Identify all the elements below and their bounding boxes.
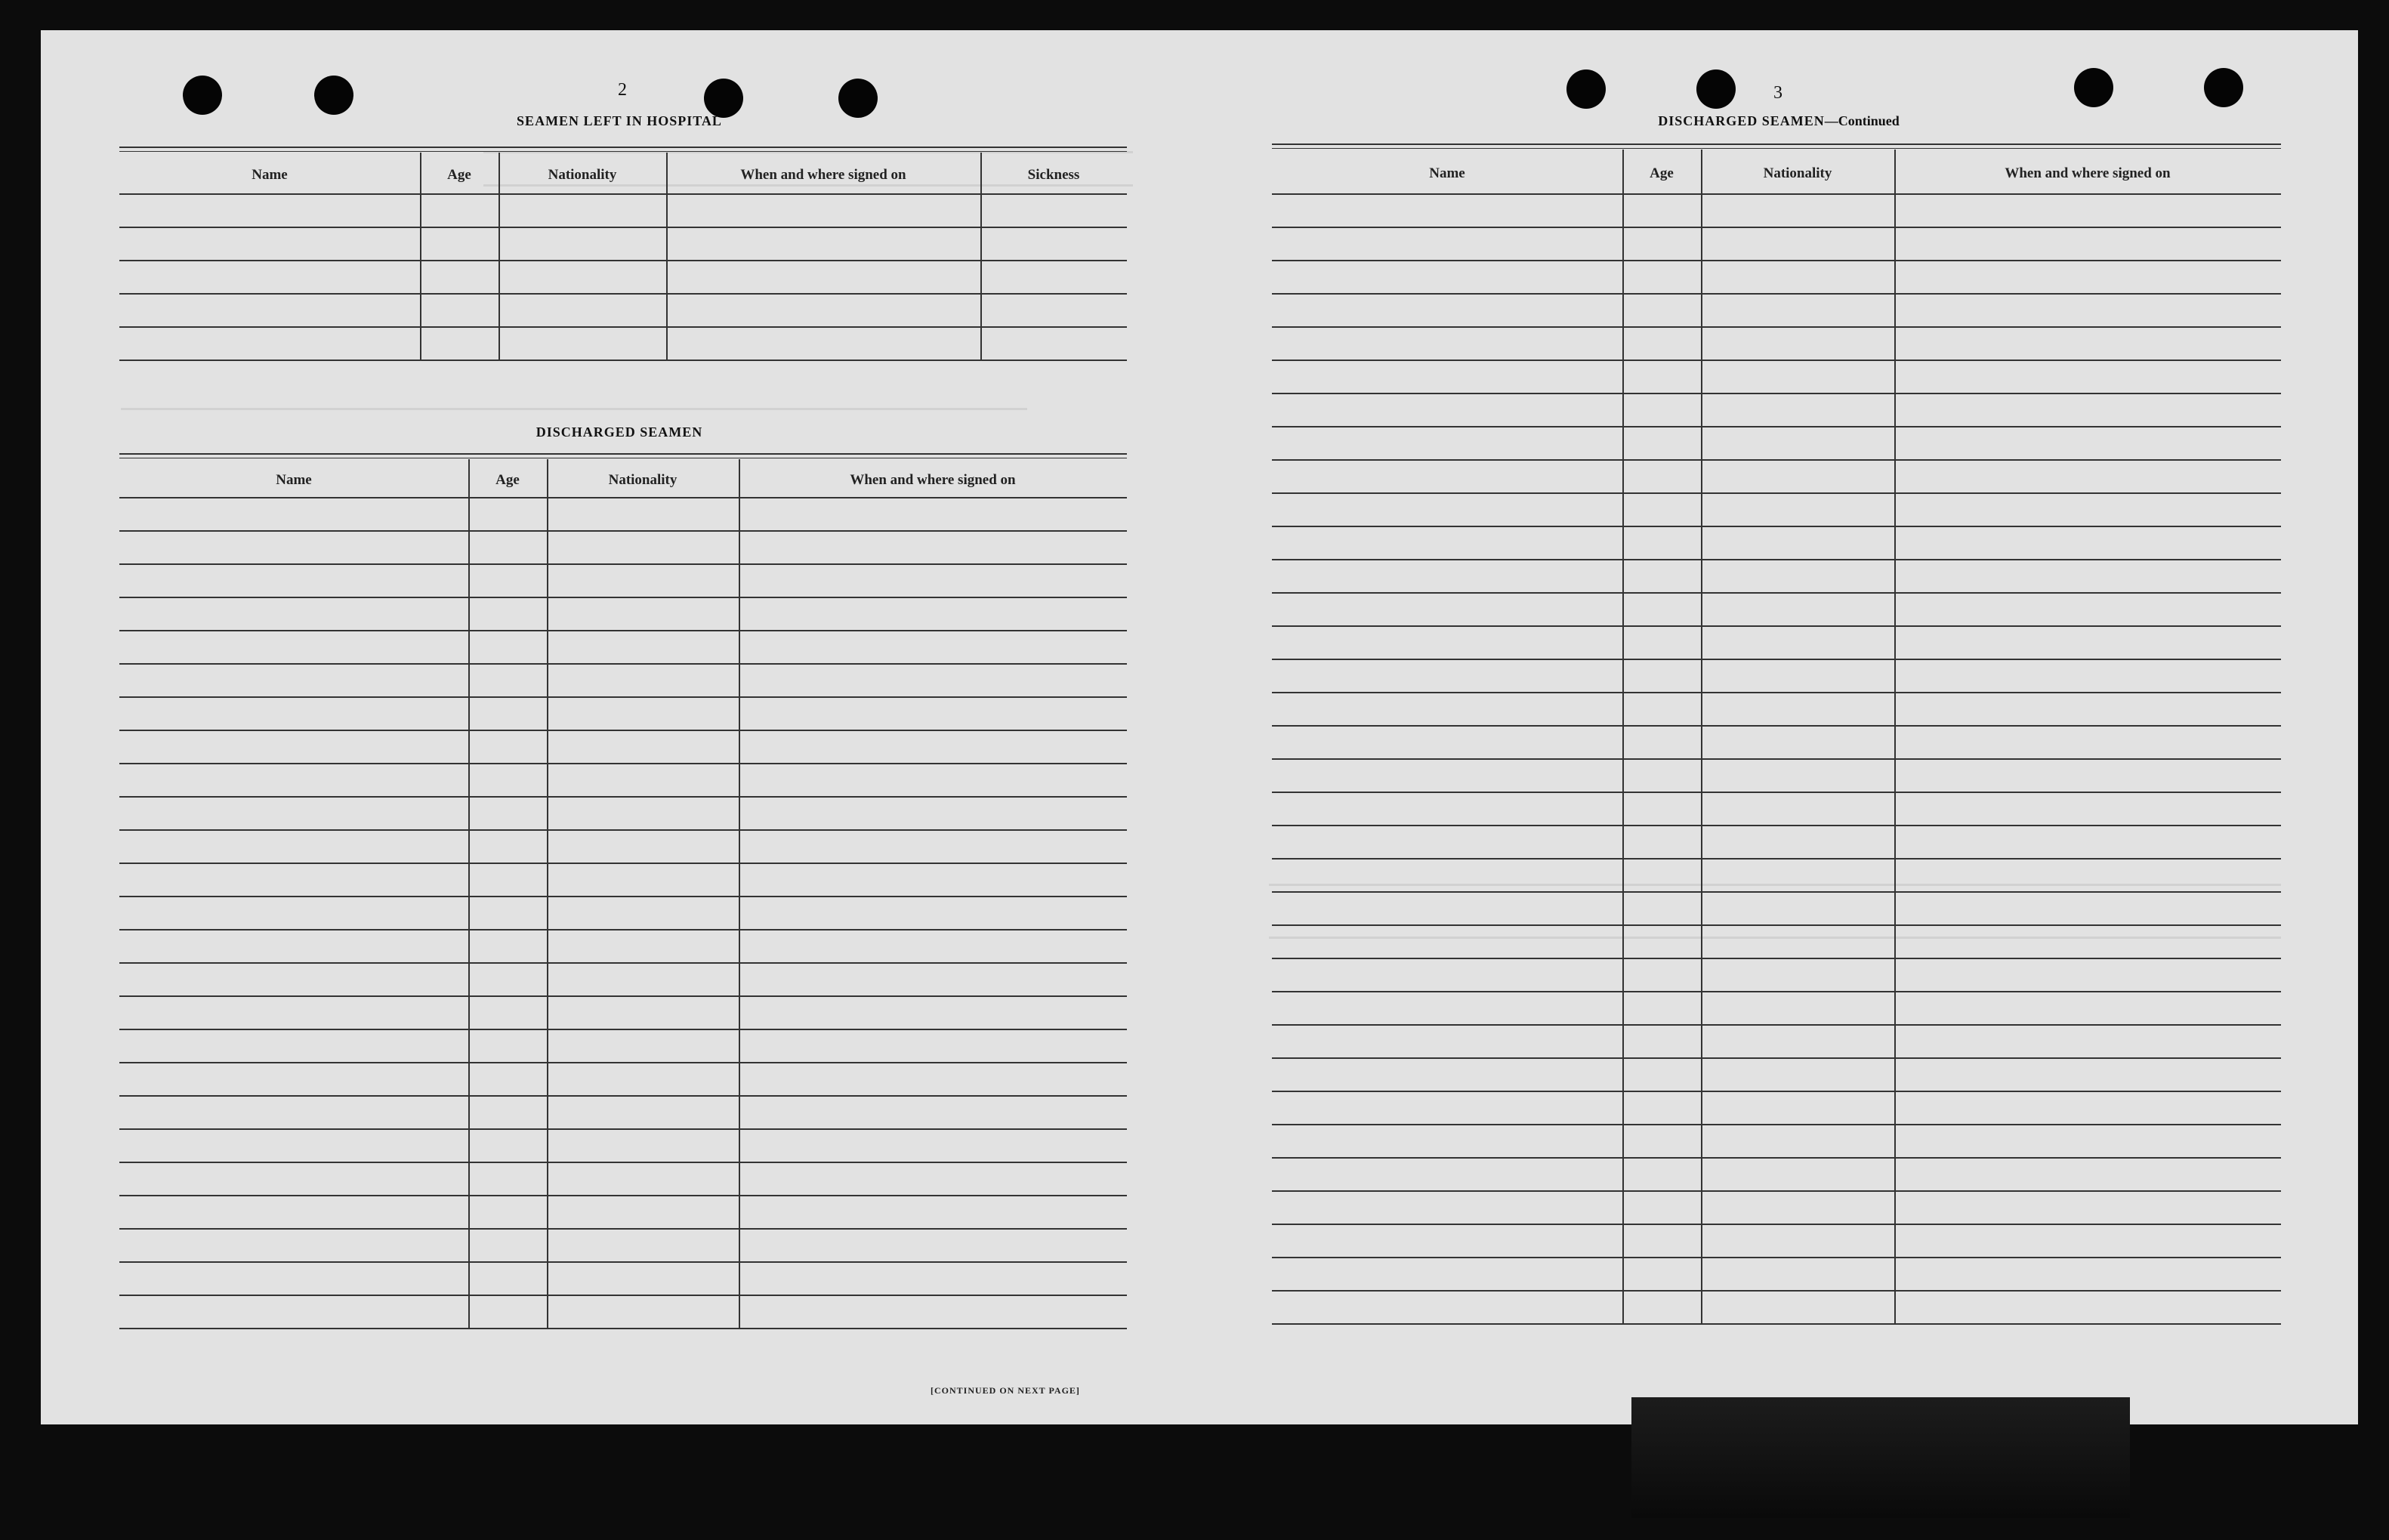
table-row — [1272, 825, 2281, 826]
punch-hole — [314, 76, 353, 115]
table-row — [119, 696, 1127, 698]
table-row — [119, 929, 1127, 930]
table-top-rule — [1272, 144, 2281, 145]
table-row — [119, 293, 1127, 295]
column-header-when-and-where-signed-on: When and where signed on — [850, 472, 1016, 488]
column-divider — [468, 459, 470, 1328]
table-row — [119, 326, 1127, 328]
table-row — [1272, 692, 2281, 693]
table-row — [1272, 758, 2281, 760]
table-row — [1272, 924, 2281, 926]
column-header-age: Age — [1650, 165, 1674, 181]
table-row — [119, 227, 1127, 228]
section-title-discharged: DISCHARGED SEAMEN — [536, 424, 703, 440]
page-number: 2 — [618, 80, 627, 100]
table-top-rule — [119, 147, 1127, 148]
discharged-table-right — [1272, 144, 2281, 1337]
column-divider — [1894, 150, 1896, 1323]
column-divider — [1701, 150, 1702, 1323]
table-top-rule — [119, 453, 1127, 455]
scanner-edge — [1631, 1397, 2130, 1518]
table-row — [119, 962, 1127, 964]
continued-note: [CONTINUED ON NEXT PAGE] — [931, 1385, 1080, 1396]
table-row — [1272, 858, 2281, 859]
column-header-name: Name — [276, 472, 312, 488]
table-row — [1272, 393, 2281, 394]
table-top-rule — [1272, 148, 2281, 149]
column-divider — [739, 459, 740, 1328]
column-header-when-and-where-signed-on: When and where signed on — [2005, 165, 2171, 181]
table-row — [1272, 326, 2281, 328]
table-row — [119, 1128, 1127, 1130]
table-row — [119, 796, 1127, 798]
column-divider — [666, 153, 668, 360]
table-row — [1272, 1323, 2281, 1325]
table-row — [1272, 792, 2281, 793]
column-header-age: Age — [447, 167, 471, 183]
table-row — [1272, 659, 2281, 660]
table-row — [119, 1095, 1127, 1097]
table-row — [1272, 1257, 2281, 1258]
table-row — [119, 530, 1127, 532]
table-row — [119, 995, 1127, 997]
table-row — [119, 1228, 1127, 1230]
column-header-nationality: Nationality — [548, 167, 617, 183]
section-title-suffix: —Continued — [1824, 113, 1900, 128]
column-divider — [980, 153, 982, 360]
column-divider — [498, 153, 500, 360]
bleed-through-mark — [121, 408, 1027, 410]
header-rule — [119, 193, 1127, 195]
table-row — [1272, 293, 2281, 295]
column-header-when-and-where-signed-on: When and where signed on — [740, 167, 906, 183]
table-row — [1272, 1224, 2281, 1225]
table-row — [119, 730, 1127, 731]
column-divider — [1622, 150, 1624, 1323]
table-row — [119, 630, 1127, 631]
punch-hole — [704, 79, 743, 118]
punch-hole — [2204, 68, 2243, 107]
punch-hole — [838, 79, 878, 118]
table-row — [119, 663, 1127, 665]
table-row — [119, 763, 1127, 764]
hospital-table — [119, 147, 1127, 396]
table-row — [1272, 227, 2281, 228]
table-row — [1272, 1157, 2281, 1159]
table-row — [119, 563, 1127, 565]
table-row — [1272, 426, 2281, 427]
table-row — [119, 1062, 1127, 1063]
table-row — [1272, 991, 2281, 992]
table-row — [119, 896, 1127, 897]
table-row — [1272, 492, 2281, 494]
column-header-name: Name — [252, 167, 288, 183]
table-row — [1272, 1057, 2281, 1059]
punch-hole — [183, 76, 222, 115]
table-row — [119, 863, 1127, 864]
punch-hole — [1566, 69, 1606, 109]
table-row — [119, 1295, 1127, 1296]
section-title-main: DISCHARGED SEAMEN — [1658, 113, 1825, 128]
column-divider — [547, 459, 548, 1328]
table-row — [119, 1029, 1127, 1030]
column-header-age: Age — [495, 472, 520, 488]
table-row — [1272, 526, 2281, 527]
table-row — [119, 597, 1127, 598]
table-row — [1272, 1190, 2281, 1192]
table-row — [1272, 1290, 2281, 1292]
table-row — [119, 829, 1127, 831]
column-header-name: Name — [1429, 165, 1465, 181]
table-row — [1272, 891, 2281, 893]
punch-hole — [2074, 68, 2113, 107]
section-title-hospital: SEAMEN LEFT IN HOSPITAL — [517, 113, 722, 128]
table-row — [1272, 625, 2281, 627]
table-row — [1272, 1091, 2281, 1092]
table-row — [1272, 1124, 2281, 1125]
column-header-nationality: Nationality — [608, 472, 678, 488]
table-row — [119, 1261, 1127, 1263]
table-row — [1272, 592, 2281, 594]
table-row — [1272, 559, 2281, 560]
table-row — [1272, 725, 2281, 727]
table-row — [1272, 459, 2281, 461]
column-divider — [420, 153, 421, 360]
punch-hole — [1696, 69, 1736, 109]
table-row — [1272, 360, 2281, 361]
table-row — [1272, 1024, 2281, 1026]
table-row — [1272, 958, 2281, 959]
table-row — [1272, 260, 2281, 261]
table-row — [119, 1162, 1127, 1163]
header-rule — [119, 497, 1127, 498]
table-row — [119, 360, 1127, 361]
header-rule — [1272, 193, 2281, 195]
table-top-rule — [119, 151, 1127, 152]
column-header-nationality: Nationality — [1763, 165, 1832, 181]
table-row — [119, 1195, 1127, 1196]
column-header-sickness: Sickness — [1027, 167, 1080, 183]
page-number: 3 — [1773, 83, 1782, 103]
table-row — [119, 1328, 1127, 1329]
section-title-discharged-continued — [1624, 113, 1934, 129]
discharged-table-left — [119, 453, 1127, 1375]
table-row — [119, 260, 1127, 261]
